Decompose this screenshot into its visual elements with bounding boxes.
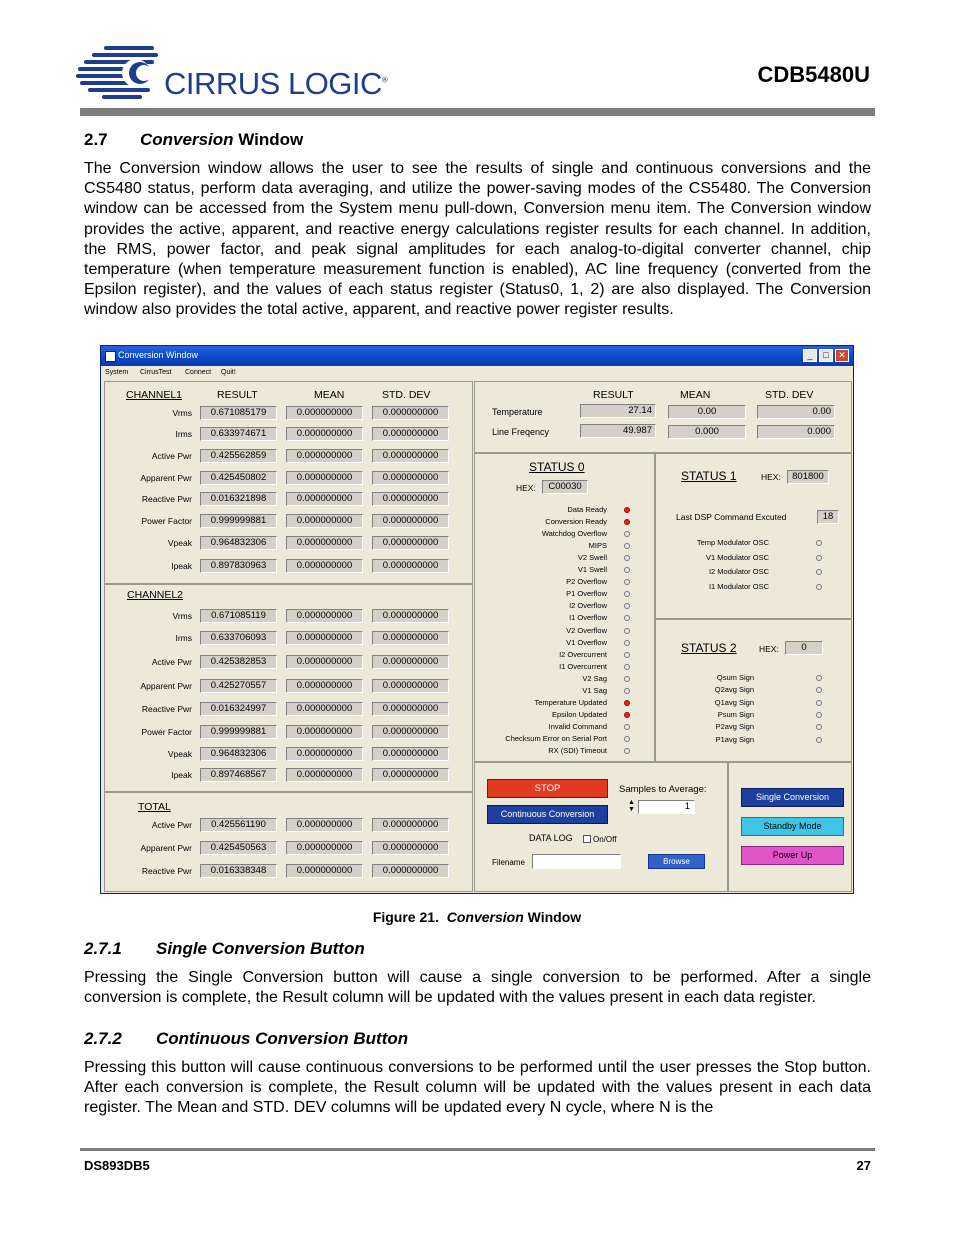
status1-item-label: I1 Modulator OSC — [708, 582, 769, 592]
status0-item-label: Epsilon Updated — [551, 709, 607, 719]
total-mean-field[interactable]: 0.000000000 — [286, 841, 363, 855]
status0-led-icon — [624, 724, 630, 730]
status2-item-label: P1avg Sign — [715, 734, 754, 744]
channel1-result-field[interactable]: 0.964832306 — [200, 536, 277, 550]
channel1-title: CHANNEL1 — [126, 389, 183, 401]
channel2-mean-field[interactable]: 0.000000000 — [286, 747, 363, 761]
channel2-row-label: Ipeak — [171, 770, 192, 780]
section-heading: 2.7 Conversion Window — [84, 130, 304, 149]
status0-led-icon — [624, 519, 630, 525]
status1-title: STATUS 1 — [681, 469, 737, 483]
status0-item-label: P1 Overflow — [566, 589, 607, 599]
standby-mode-button[interactable]: Standby Mode — [741, 817, 844, 836]
status0-led-icon — [624, 652, 630, 658]
channel1-mean-field[interactable]: 0.000000000 — [286, 427, 363, 441]
subsection1-paragraph: Pressing the Single Conversion button will cause a single conversion to be performed. After a single conversion is complete, the Result column will be updated with the values present in each data register. — [84, 969, 871, 1007]
menu-bar — [101, 366, 853, 380]
menu-system[interactable]: System — [105, 369, 129, 376]
channel1-result-field[interactable]: 0.016321898 — [200, 492, 277, 506]
status0-item-label: V2 Sag — [582, 673, 607, 683]
status0-led-icon — [624, 664, 630, 670]
status0-item-label: RX (SDI) Timeout — [548, 746, 607, 755]
total-std-field[interactable]: 0.000000000 — [372, 818, 449, 832]
status2-led-icon — [816, 675, 822, 681]
channel2-result-field[interactable]: 0.897468567 — [200, 768, 277, 782]
status2-hex-field[interactable]: 0 — [785, 641, 823, 655]
total-std-field[interactable]: 0.000000000 — [372, 841, 449, 855]
filename-label: Filename — [492, 858, 525, 867]
dsp-command-field[interactable]: 18 — [817, 510, 839, 524]
status0-hex-label: HEX: — [516, 483, 536, 493]
channel1-mean-field[interactable]: 0.000000000 — [286, 406, 363, 420]
channel1-result-field[interactable]: 0.999999881 — [200, 514, 277, 528]
footer-doc-number: DS893DB5 — [84, 1158, 150, 1173]
total-mean-field[interactable]: 0.000000000 — [286, 818, 363, 832]
channel2-result-field[interactable]: 0.671085119 — [200, 609, 277, 623]
col-header-std: STD. DEV — [382, 389, 431, 401]
temp-std-field[interactable]: 0.000 — [757, 425, 835, 439]
status0-led-icon — [624, 628, 630, 634]
menu-quit[interactable]: Quit! — [221, 369, 236, 376]
temp-col-std: STD. DEV — [765, 389, 814, 401]
channel2-row-label: Apparent Pwr — [140, 681, 192, 691]
channel1-std-field[interactable]: 0.000000000 — [372, 406, 449, 420]
total-row-label: Reactive Pwr — [141, 866, 192, 876]
datalog-checkbox[interactable] — [583, 835, 591, 843]
channel2-result-field[interactable]: 0.999999881 — [200, 725, 277, 739]
status1-led-icon — [816, 555, 822, 561]
footer-divider — [80, 1148, 875, 1151]
status0-led-icon — [624, 712, 630, 718]
temp-mean-field[interactable]: 0.00 — [668, 405, 746, 419]
status0-led-icon — [624, 640, 630, 646]
status0-led-icon — [624, 507, 630, 513]
status0-led-icon — [624, 748, 630, 754]
temp-result-field[interactable]: 27.14 — [580, 404, 656, 418]
status2-item-label: Psum Sign — [717, 709, 754, 719]
channel2-mean-field[interactable]: 0.000000000 — [286, 702, 363, 716]
temp-col-mean: MEAN — [680, 389, 711, 401]
status2-led-icon — [816, 712, 822, 718]
status2-item-label: P2avg Sign — [715, 722, 754, 732]
channel2-std-field[interactable]: 0.000000000 — [372, 747, 449, 761]
channel2-row-label: Reactive Pwr — [141, 704, 192, 714]
col-header-result: RESULT — [217, 389, 258, 401]
document-title: CDB5480U — [757, 62, 870, 87]
channel1-mean-field[interactable]: 0.000000000 — [286, 471, 363, 485]
channel1-mean-field[interactable]: 0.000000000 — [286, 449, 363, 463]
channel1-mean-field[interactable]: 0.000000000 — [286, 536, 363, 550]
channel1-result-field[interactable]: 0.671085179 — [200, 406, 277, 420]
status1-hex-label: HEX: — [761, 472, 781, 482]
status0-item-label: I1 Overflow — [569, 613, 607, 623]
total-row-label: Apparent Pwr — [140, 843, 192, 853]
status1-item-label: V1 Modulator OSC — [706, 552, 769, 562]
channel1-std-field[interactable]: 0.000000000 — [372, 449, 449, 463]
status0-item-label: Invalid Command — [548, 721, 607, 731]
channel2-result-field[interactable]: 0.016324997 — [200, 702, 277, 716]
channel2-mean-field[interactable]: 0.000000000 — [286, 768, 363, 782]
channel1-row-label: Active Pwr — [151, 451, 192, 461]
channel1-std-field[interactable]: 0.000000000 — [372, 559, 449, 573]
minimize-icon[interactable]: _ — [803, 349, 817, 362]
header-divider — [80, 108, 875, 116]
status2-item-label: Qsum Sign — [716, 673, 754, 682]
temp-row-label: Temperature — [492, 407, 543, 417]
temp-result-field[interactable]: 49.987 — [580, 424, 656, 438]
channel2-std-field[interactable]: 0.000000000 — [372, 768, 449, 782]
channel1-row-label: Apparent Pwr — [140, 473, 192, 483]
channel1-row-label: Power Factor — [141, 516, 192, 526]
window-system-icon[interactable] — [105, 351, 116, 362]
channel2-row-label: Active Pwr — [151, 657, 192, 667]
status2-led-icon — [816, 700, 822, 706]
window-titlebar — [101, 346, 853, 366]
temp-std-field[interactable]: 0.00 — [757, 405, 835, 419]
channel1-mean-field[interactable]: 0.000000000 — [286, 492, 363, 506]
status0-item-label: I2 Overflow — [569, 601, 607, 611]
temp-mean-field[interactable]: 0.000 — [668, 425, 746, 439]
channel1-result-field[interactable]: 0.633974671 — [200, 427, 277, 441]
footer-page-number: 27 — [856, 1158, 871, 1173]
total-result-field[interactable]: 0.425561190 — [200, 818, 277, 832]
status0-item-label: P2 Overflow — [566, 577, 607, 587]
window-title: Conversion Window — [118, 350, 199, 360]
subsection2-heading: 2.7.2 Continuous Conversion Button — [84, 1029, 409, 1048]
channel2-result-field[interactable]: 0.425270557 — [200, 679, 277, 693]
channel2-row-label: Power Factor — [141, 727, 192, 737]
status2-item-label: Q2avg Sign — [714, 685, 754, 695]
figure-caption: Figure 21. Conversion Window — [372, 909, 582, 925]
menu-connect[interactable]: Connect — [185, 369, 212, 376]
channel1-row-label: Ipeak — [171, 561, 192, 571]
channel2-result-field[interactable]: 0.633706093 — [200, 631, 277, 645]
dsp-command-label: Last DSP Command Excuted — [676, 512, 787, 522]
status0-item-label: Temperature Updated — [534, 697, 607, 707]
channel1-std-field[interactable]: 0.000000000 — [372, 514, 449, 528]
menu-cirrustest[interactable]: CirrusTest — [140, 369, 172, 376]
channel1-mean-field[interactable]: 0.000000000 — [286, 514, 363, 528]
status0-item-label: MIPS — [588, 541, 607, 551]
samples-spin-icon[interactable]: ▲ ▼ — [628, 799, 635, 813]
status0-item-label: Conversion Ready — [545, 517, 607, 527]
channel1-std-field[interactable]: 0.000000000 — [372, 536, 449, 550]
status0-hex-field[interactable]: C00030 — [542, 480, 588, 494]
channel1-mean-field[interactable]: 0.000000000 — [286, 559, 363, 573]
channel2-result-field[interactable]: 0.964832306 — [200, 747, 277, 761]
total-result-field[interactable]: 0.425450563 — [200, 841, 277, 855]
samples-label: Samples to Average: — [619, 784, 707, 795]
channel2-row-label: Vpeak — [167, 749, 192, 759]
subsection2-paragraph: Pressing this button will cause continuous conversions to be performed until the user presses the Stop button. After each conversion is complete, the Result column will be updated with the values present in each data register. The Mean and STD. DEV columns will be updated every N cycle, where N is the — [84, 1059, 871, 1117]
channel2-result-field[interactable]: 0.425382853 — [200, 655, 277, 669]
status1-item-label: Temp Modulator OSC — [696, 538, 769, 547]
channel2-std-field[interactable]: 0.000000000 — [372, 655, 449, 669]
channel1-row-label: Vrms — [172, 408, 192, 418]
status0-item-label: I2 Overcurrent — [559, 649, 607, 659]
total-std-field[interactable]: 0.000000000 — [372, 864, 449, 878]
status0-item-label: I1 Overcurrent — [559, 661, 607, 671]
channel2-mean-field[interactable]: 0.000000000 — [286, 631, 363, 645]
channel1-result-field[interactable]: 0.897830963 — [200, 559, 277, 573]
datalog-onoff-label: On/Off — [593, 835, 617, 844]
samples-input[interactable]: 1 — [638, 800, 695, 814]
status1-led-icon — [816, 540, 822, 546]
temp-col-result: RESULT — [593, 389, 634, 401]
single-conversion-button[interactable]: Single Conversion — [741, 788, 844, 807]
total-result-field[interactable]: 0.016338348 — [200, 864, 277, 878]
channel1-row-label: Irms — [175, 429, 192, 439]
status0-item-label: V2 Swell — [577, 553, 607, 563]
channel2-row-label: Vrms — [172, 611, 192, 621]
status2-title: STATUS 2 — [681, 641, 737, 655]
filename-input[interactable] — [532, 854, 621, 869]
status0-item-label: V1 Swell — [577, 565, 607, 575]
close-icon[interactable]: ✕ — [835, 349, 849, 362]
channel2-row-label: Irms — [175, 633, 192, 643]
status0-item-label: V1 Sag — [582, 685, 607, 695]
status0-led-icon — [624, 688, 630, 694]
channel2-std-field[interactable]: 0.000000000 — [372, 725, 449, 739]
status0-title: STATUS 0 — [529, 460, 585, 474]
intro-paragraph: The Conversion window allows the user to see the results of single and continuous conversions and the CS5480 status, perform data averaging, and utilize the power-saving modes of the CS5480. The Conversion window can be accessed from the System menu pull-down, Conversion menu item. The Conversion window provides the active, apparent, and reactive energy calculations register results for each channel. In addition, the RMS, power factor, and peak signal amplitudes for each analog-to-digital converter channel, chip temperature (when temperature measurement function is enabled), AC line frequency (converted from the Epsilon register), and the values of each status register (Status0, 1, 2) are also displayed. The Conversion window also provides the total active, apparent, and reactive power register results. — [84, 160, 871, 319]
status0-item-label: V1 Overflow — [566, 637, 607, 647]
channel2-std-field[interactable]: 0.000000000 — [372, 679, 449, 693]
cirrus-logic-logo-icon — [74, 42, 166, 104]
total-title: TOTAL — [138, 801, 171, 813]
continuous-conversion-button[interactable]: Continuous Conversion — [487, 805, 608, 824]
channel2-title: CHANNEL2 — [127, 589, 184, 601]
total-row-label: Active Pwr — [151, 820, 192, 830]
status1-item-label: I2 Modulator OSC — [708, 567, 769, 577]
channel2-std-field[interactable]: 0.000000000 — [372, 702, 449, 716]
status0-item-label: Watchdog Overflow — [541, 529, 607, 539]
stop-button[interactable]: STOP — [487, 779, 608, 798]
status2-item-label: Q1avg Sign — [714, 697, 754, 707]
temp-row-label: Line Freqency — [492, 427, 550, 437]
status0-led-icon — [624, 700, 630, 706]
power-up-button[interactable]: Power Up — [741, 846, 844, 865]
subsection1-heading: 2.7.1 Single Conversion Button — [84, 939, 365, 958]
status0-led-icon — [624, 676, 630, 682]
company-logo-text: CIRRUS LOGIC® — [164, 66, 388, 101]
status2-led-icon — [816, 737, 822, 743]
channel1-std-field[interactable]: 0.000000000 — [372, 427, 449, 441]
channel2-mean-field[interactable]: 0.000000000 — [286, 725, 363, 739]
status1-hex-field[interactable]: 801800 — [787, 470, 829, 484]
status0-item-label: Data Ready — [567, 505, 607, 514]
conversion-window — [100, 345, 854, 894]
channel2-std-field[interactable]: 0.000000000 — [372, 631, 449, 645]
channel1-std-field[interactable]: 0.000000000 — [372, 471, 449, 485]
status2-hex-label: HEX: — [759, 644, 779, 654]
status0-item-label: V2 Overflow — [566, 625, 607, 635]
channel1-row-label: Vpeak — [167, 538, 192, 548]
status0-item-label: Checksum Error on Serial Port — [505, 733, 607, 743]
maximize-icon[interactable]: □ — [819, 349, 833, 362]
total-mean-field[interactable]: 0.000000000 — [286, 864, 363, 878]
channel1-std-field[interactable]: 0.000000000 — [372, 492, 449, 506]
channel2-mean-field[interactable]: 0.000000000 — [286, 609, 363, 623]
col-header-mean: MEAN — [314, 389, 345, 401]
channel2-mean-field[interactable]: 0.000000000 — [286, 679, 363, 693]
channel1-result-field[interactable]: 0.425562859 — [200, 449, 277, 463]
status0-led-icon — [624, 736, 630, 742]
channel2-mean-field[interactable]: 0.000000000 — [286, 655, 363, 669]
channel1-row-label: Reactive Pwr — [141, 494, 192, 504]
channel1-result-field[interactable]: 0.425450802 — [200, 471, 277, 485]
datalog-label: DATA LOG — [529, 833, 573, 843]
channel2-std-field[interactable]: 0.000000000 — [372, 609, 449, 623]
browse-button[interactable]: Browse — [648, 854, 705, 869]
